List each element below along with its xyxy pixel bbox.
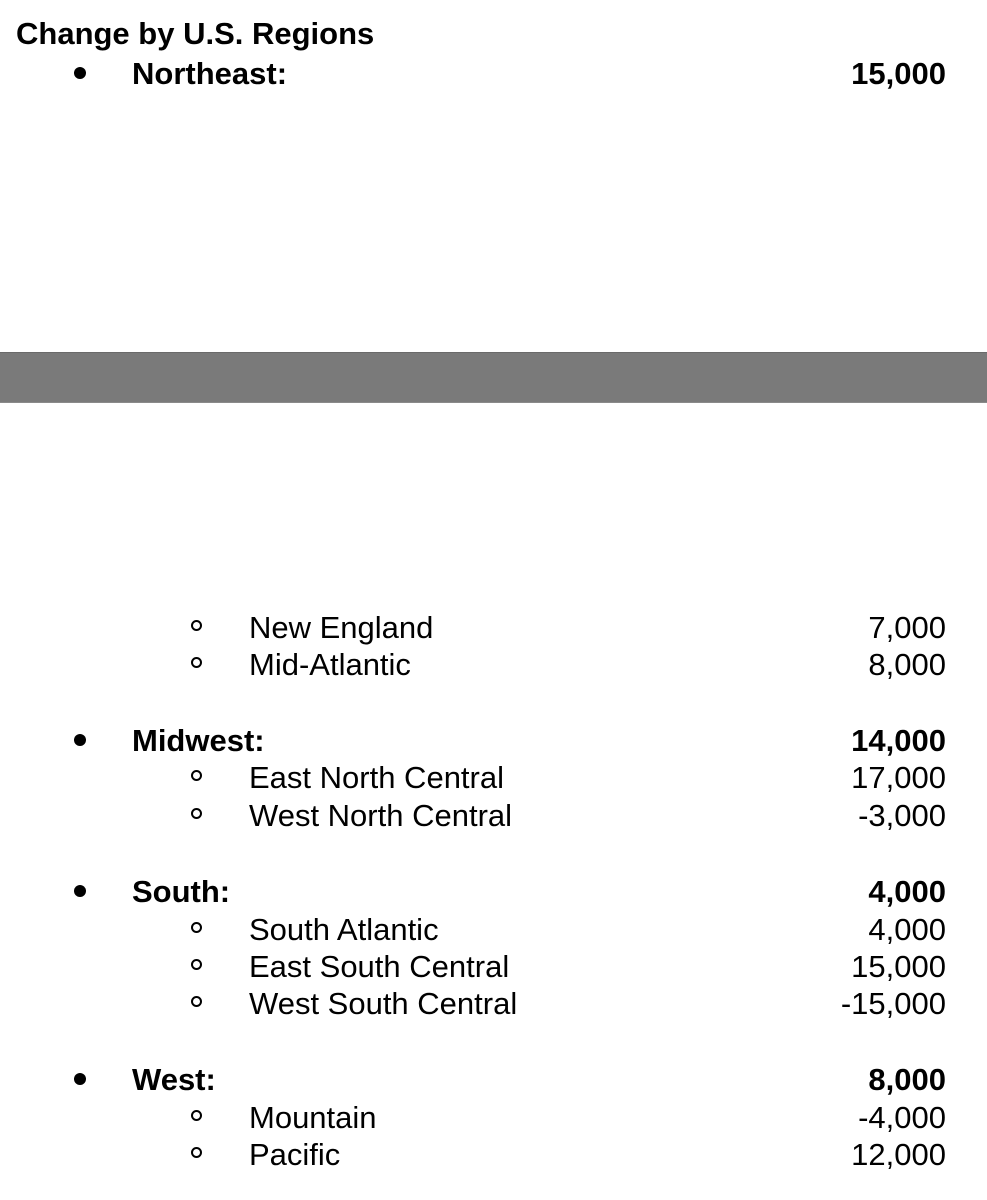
- bullet-disc-icon: [74, 1073, 86, 1085]
- region-value: 14,000: [851, 723, 946, 758]
- division-label: West North Central: [249, 798, 513, 833]
- list-item-division-east-south-central: [0, 948, 987, 986]
- list-item-division-south-atlantic: [0, 911, 987, 949]
- division-value: 7,000: [868, 610, 946, 645]
- division-label: East South Central: [249, 949, 510, 984]
- region-label: Midwest:: [132, 723, 265, 758]
- bullet-circle-icon: [191, 770, 202, 781]
- region-value: 15,000: [851, 56, 946, 91]
- bullet-circle-icon: [191, 959, 202, 970]
- division-value: -3,000: [858, 798, 946, 833]
- bullet-circle-icon: [191, 922, 202, 933]
- division-value: -15,000: [840, 986, 946, 1021]
- list-item-division-mid-atlantic: [0, 646, 987, 684]
- bullet-circle-icon: [191, 996, 202, 1007]
- division-value: 15,000: [851, 949, 946, 984]
- bullet-disc-icon: [74, 885, 86, 897]
- region-label: West:: [132, 1062, 216, 1097]
- division-label: South Atlantic: [249, 912, 439, 947]
- bullet-disc-icon: [74, 734, 86, 746]
- list-item-division-mountain: [0, 1099, 987, 1137]
- division-value: 12,000: [851, 1137, 946, 1172]
- division-value: 4,000: [868, 912, 946, 947]
- bullet-disc-icon: [74, 67, 86, 79]
- division-value: 8,000: [868, 647, 946, 682]
- bullet-circle-icon: [191, 1110, 202, 1121]
- list-item-region-midwest: [0, 722, 987, 760]
- division-value: 17,000: [851, 760, 946, 795]
- bullet-circle-icon: [191, 620, 202, 631]
- list-item-division-new-england: [0, 609, 987, 647]
- division-label: Mountain: [249, 1100, 377, 1135]
- list-item-region-northeast: [0, 55, 987, 93]
- list-item-division-pacific: [0, 1136, 987, 1174]
- list-item-division-east-north-central: [0, 759, 987, 797]
- list-item-region-south: [0, 873, 987, 911]
- bullet-circle-icon: [191, 657, 202, 668]
- list-item-division-west-south-central: [0, 985, 987, 1023]
- page-title: Change by U.S. Regions: [16, 16, 375, 51]
- division-label: New England: [249, 610, 434, 645]
- division-value: -4,000: [858, 1100, 946, 1135]
- division-label: Mid-Atlantic: [249, 647, 411, 682]
- division-label: Pacific: [249, 1137, 341, 1172]
- region-value: 8,000: [868, 1062, 946, 1097]
- region-label: Northeast:: [132, 56, 288, 91]
- bullet-circle-icon: [191, 808, 202, 819]
- page-break-divider: [0, 352, 987, 403]
- region-label: South:: [132, 874, 231, 909]
- region-value: 4,000: [868, 874, 946, 909]
- list-item-division-west-north-central: [0, 797, 987, 835]
- list-item-region-west: [0, 1061, 987, 1099]
- bullet-circle-icon: [191, 1147, 202, 1158]
- division-label: East North Central: [249, 760, 504, 795]
- division-label: West South Central: [249, 986, 518, 1021]
